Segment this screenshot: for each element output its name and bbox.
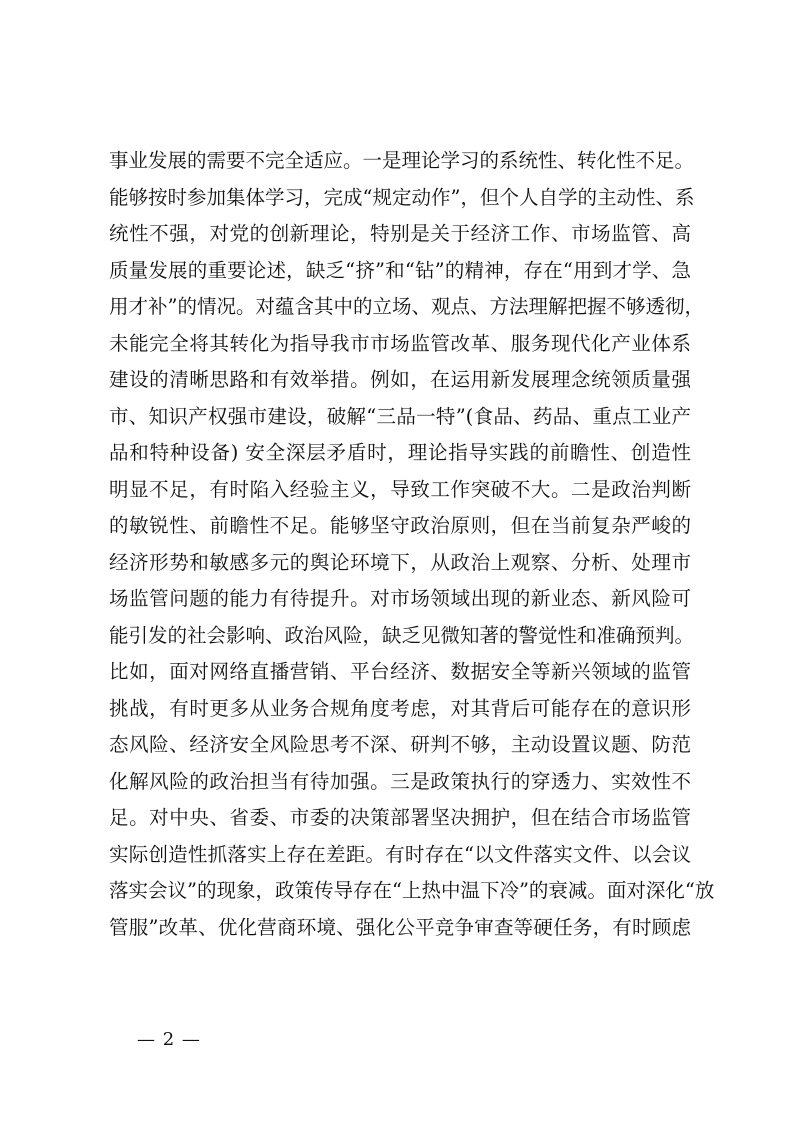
text-line: 质量发展的重要论述，缺乏“挤”和“钻”的精神，存在“用到才学、急 [109,258,691,282]
text-line: 能够按时参加集体学习，完成“规定动作”，但个人自学的主动性、系 [109,185,695,209]
text-line: 场监管问题的能力有待提升。对市场领域出现的新业态、新风险可 [109,587,691,610]
text-line: 明显不足，有时陷入经验主义，导致工作突破不大。二是政治判断 [109,477,691,501]
text-line: 建设的清晰思路和有效举措。例如，在运用新发展理念统领质量强 [109,368,691,391]
text-line: 态风险、经济安全风险思考不深、研判不够，主动设置议题、防范 [109,733,691,756]
text-line: 化解风险的政治担当有待加强。三是政策执行的穿透力、实效性不 [109,769,691,793]
text-line: 事业发展的需要不完全适应。一是理论学习的系统性、转化性不足。 [109,149,695,172]
body-text [109,143,715,946]
text-line: 市、知识产权强市建设，破解“三品一特”(食品、药品、重点工业产 [109,404,691,428]
page-number: — 2 — [137,1029,201,1050]
text-line: 未能完全将其转化为指导我市市场监管改革、服务现代化产业体系 [109,331,691,355]
text-line: 实际创造性抓落实上存在差距。有时存在“以文件落实文件、以会议 [109,842,691,866]
text-line: 能引发的社会影响、政治风险，缺乏见微知著的警觉性和准确预判。 [109,623,695,647]
text-line: 管服”改革、优化营商环境、强化公平竞争审查等硬任务，有时顾虑 [109,915,691,939]
text-line: 足。对中央、省委、市委的决策部署坚决拥护，但在结合市场监管 [109,806,691,829]
text-line: 经济形势和敏感多元的舆论环境下，从政治上观察、分析、处理市 [109,550,691,574]
text-line: 品和特种设备) 安全深层矛盾时，理论指导实践的前瞻性、创造性 [109,441,691,464]
text-line: 比如，面对网络直播营销、平台经济、数据安全等新兴领域的监管 [109,660,691,683]
text-line: 的敏锐性、前瞻性不足。能够坚守政治原则，但在当前复杂严峻的 [109,514,691,537]
text-line: 统性不强，对党的创新理论，特别是关于经济工作、市场监管、高 [109,222,691,245]
text-line: 挑战，有时更多从业务合规角度考虑，对其背后可能存在的意识形 [109,696,691,720]
text-line: 用才补”的情况。对蕴含其中的立场、观点、方法理解把握不够透彻， [109,295,704,318]
text-line: 落实会议”的现象，政策传导存在“上热中温下冷”的衰减。面对深化“放 [109,879,715,902]
